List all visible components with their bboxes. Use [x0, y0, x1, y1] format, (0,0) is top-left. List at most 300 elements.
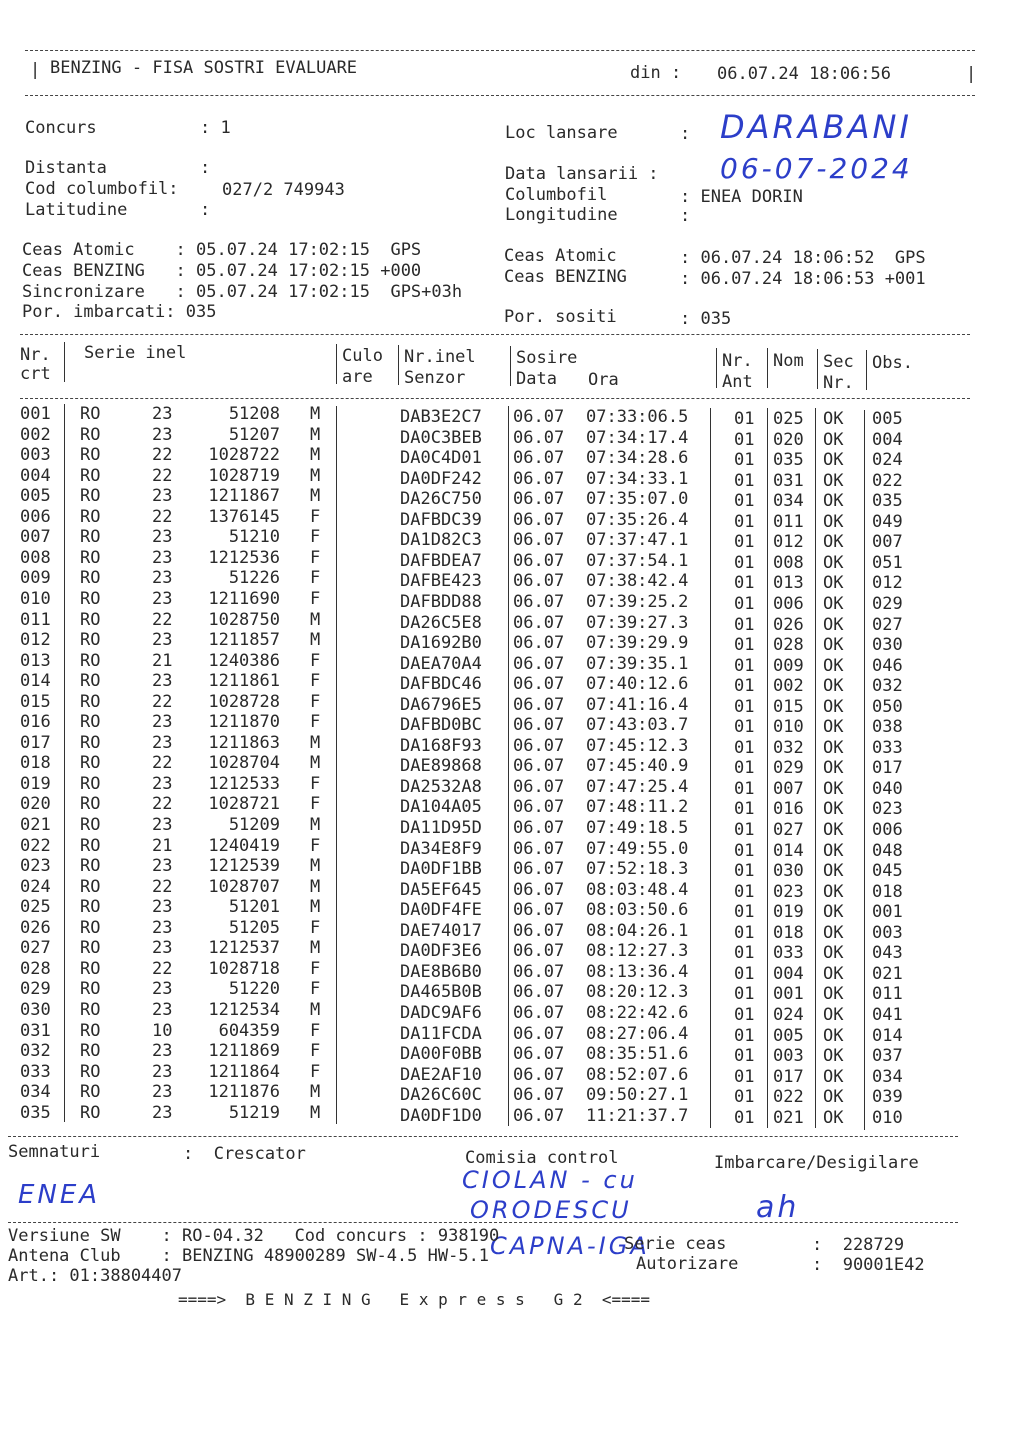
cell-ring: 1028719 [208, 465, 280, 486]
cell-nom: 015 [773, 696, 804, 717]
cell-sec: OK [823, 840, 844, 861]
body-div-3 [508, 406, 509, 1126]
cell-nom: 010 [773, 717, 804, 738]
cell-senzor: DA0DF1D0 [400, 1105, 482, 1126]
cell-sex: M [310, 732, 321, 753]
cell-date: 06.07 [513, 1044, 565, 1065]
cell-ant: 01 [734, 840, 755, 861]
cell-ant: 01 [734, 820, 755, 840]
cell-date: 06.07 [513, 1085, 565, 1106]
cell-senzor: DAB3E2C7 [400, 407, 482, 427]
ceas-atomic-end-value: : 06.07.24 18:06:52 GPS [680, 248, 926, 268]
latitudine-label: Latitudine [25, 200, 128, 220]
cell-ant: 01 [734, 881, 755, 902]
cell-nom: 017 [773, 1066, 804, 1087]
cell-obs: 033 [872, 737, 903, 758]
cell-time: 08:03:48.4 [586, 879, 689, 900]
cell-sex: F [310, 1061, 321, 1082]
cell-time: 07:37:47.1 [586, 530, 689, 551]
cell-nom: 032 [773, 737, 804, 758]
cell-sec: OK [823, 511, 844, 532]
cell-nom: 009 [773, 655, 804, 676]
cell-year: 22 [152, 445, 173, 466]
cell-time: 08:03:50.6 [586, 900, 689, 921]
cell-date: 06.07 [513, 612, 565, 633]
antena-club: Antena Club : BENZING 48900289 SW-4.5 HW-5.1 [8, 1246, 490, 1266]
cell-ring: 1212533 [208, 773, 280, 794]
cell-ant: 01 [734, 861, 755, 882]
cell-sec: OK [823, 1087, 844, 1108]
cell-time: 07:34:17.4 [586, 427, 689, 448]
cell-senzor: DAFBDD88 [400, 591, 482, 612]
cell-obs: 018 [872, 881, 903, 902]
cell-nr: 015 [20, 691, 51, 712]
cell-date: 06.07 [513, 859, 565, 880]
cell-ring: 1028728 [208, 691, 280, 712]
cell-nr: 001 [20, 404, 51, 424]
date-label: din : [630, 63, 682, 83]
cell-ring: 1212539 [208, 856, 280, 877]
cell-year: 23 [152, 773, 173, 794]
cell-nr: 007 [20, 527, 51, 548]
cell-ant: 01 [734, 1087, 755, 1108]
cell-country: RO [80, 1082, 101, 1103]
cell-obs: 034 [872, 1066, 903, 1087]
cell-senzor: DA11D95D [400, 818, 482, 838]
cell-nom: 003 [773, 1046, 804, 1067]
cell-date: 06.07 [513, 838, 565, 859]
cell-ring: 51219 [228, 1102, 280, 1123]
cell-senzor: DA26C5E8 [400, 612, 482, 633]
cell-sex: M [310, 1102, 321, 1123]
cell-date: 06.07 [513, 509, 565, 530]
cell-date: 06.07 [513, 633, 565, 654]
cod-columbofil-label: Cod columbofil: [25, 179, 179, 199]
cell-year: 22 [152, 506, 173, 527]
cell-nom: 016 [773, 799, 804, 820]
cell-nom: 022 [773, 1087, 804, 1108]
cell-sex: F [310, 506, 321, 527]
cell-ring: 1028718 [208, 958, 280, 979]
cell-ant: 01 [734, 450, 755, 471]
cell-nr: 029 [20, 979, 51, 1000]
cell-nr: 032 [20, 1041, 51, 1062]
cell-ring: 51205 [228, 917, 280, 938]
cell-ring: 1028721 [208, 794, 280, 815]
imbarcare-label: Imbarcare/Desigilare [714, 1153, 919, 1173]
cell-nr: 002 [20, 424, 51, 445]
cell-time: 07:35:26.4 [586, 509, 689, 530]
cell-nom: 034 [773, 491, 804, 512]
cell-date: 06.07 [513, 735, 565, 756]
cell-ant: 01 [734, 717, 755, 738]
hdr-div-2 [336, 344, 337, 384]
cell-sex: M [310, 404, 321, 424]
cell-nom: 019 [773, 902, 804, 923]
cell-ant: 01 [734, 737, 755, 758]
cell-country: RO [80, 1041, 101, 1062]
cell-ring: 1211864 [208, 1061, 280, 1082]
cell-date: 06.07 [513, 550, 565, 571]
hdr-div-3 [398, 345, 399, 385]
cell-ant: 01 [734, 1066, 755, 1087]
comisia-label: Comisia control [465, 1148, 619, 1168]
cell-country: RO [80, 979, 101, 1000]
cell-time: 09:50:27.1 [586, 1085, 689, 1106]
cell-ant: 01 [734, 676, 755, 697]
cell-ant: 01 [734, 1046, 755, 1067]
cell-time: 07:45:12.3 [586, 735, 689, 756]
col-obs-h: Obs. [872, 353, 913, 373]
cell-time: 07:45:40.9 [586, 756, 689, 777]
cell-sex: F [310, 671, 321, 692]
cell-time: 07:48:11.2 [586, 797, 689, 818]
cell-year: 21 [152, 650, 173, 671]
cell-ant: 01 [734, 943, 755, 964]
cell-ant: 01 [734, 532, 755, 553]
cell-nr: 003 [20, 445, 51, 466]
cell-date: 06.07 [513, 653, 565, 674]
cell-nr: 019 [20, 773, 51, 794]
ceas-benzing-end-label: Ceas BENZING [504, 267, 627, 287]
cell-ring: 1211870 [208, 712, 280, 733]
cell-sex: M [310, 1082, 321, 1103]
table-top-rule [20, 334, 970, 335]
cell-ring: 1240419 [208, 835, 280, 856]
cell-time: 08:35:51.6 [586, 1044, 689, 1065]
cell-sex: F [310, 568, 321, 589]
cell-ring: 1211869 [208, 1041, 280, 1062]
cell-nom: 005 [773, 1025, 804, 1046]
cell-sec: OK [823, 573, 844, 594]
cell-time: 11:21:37.7 [586, 1105, 689, 1126]
cell-obs: 045 [872, 861, 903, 882]
hdr-div-4 [510, 346, 511, 386]
cell-nom: 023 [773, 881, 804, 902]
crescator-label: : Crescator [183, 1144, 306, 1164]
cell-country: RO [80, 445, 101, 466]
cell-senzor: DA11FCDA [400, 1023, 482, 1044]
cell-nr: 035 [20, 1102, 51, 1123]
cell-ring: 51220 [228, 979, 280, 1000]
cell-year: 23 [152, 486, 173, 507]
cell-nr: 020 [20, 794, 51, 815]
footer-top-rule [8, 1222, 958, 1223]
cell-sec: OK [823, 676, 844, 697]
cell-date: 06.07 [513, 1105, 565, 1126]
cell-time: 08:22:42.6 [586, 1002, 689, 1023]
cell-ring: 51210 [228, 527, 280, 548]
cell-nr: 010 [20, 588, 51, 609]
cell-sec: OK [823, 429, 844, 450]
cell-senzor: DA26C60C [400, 1085, 482, 1106]
cell-year: 22 [152, 876, 173, 897]
cell-sex: M [310, 753, 321, 774]
cell-sec: OK [823, 655, 844, 676]
cell-year: 23 [152, 588, 173, 609]
cell-nom: 008 [773, 552, 804, 573]
cell-senzor: DAFBDC46 [400, 674, 482, 695]
cell-ant: 01 [734, 758, 755, 779]
cell-nom: 002 [773, 676, 804, 697]
cell-obs: 035 [872, 491, 903, 512]
cell-sex: M [310, 938, 321, 959]
porumbei-sositi-label: Por. sositi [504, 307, 617, 327]
cell-year: 22 [152, 794, 173, 815]
cell-country: RO [80, 815, 101, 835]
cell-nr: 013 [20, 650, 51, 671]
cell-country: RO [80, 671, 101, 692]
cell-date: 06.07 [513, 982, 565, 1003]
cell-ring: 51201 [228, 897, 280, 918]
cell-ant: 01 [734, 1004, 755, 1025]
cell-senzor: DAE2AF10 [400, 1064, 482, 1085]
cell-nr: 021 [20, 815, 51, 835]
cell-obs: 037 [872, 1046, 903, 1067]
ceas-atomic-start: Ceas Atomic : 05.07.24 17:02:15 GPS [22, 240, 422, 260]
cell-obs: 022 [872, 470, 903, 491]
cell-country: RO [80, 897, 101, 918]
cell-country: RO [80, 958, 101, 979]
col-inel-h2: Senzor [404, 368, 466, 388]
cell-senzor: DAEA70A4 [400, 653, 482, 674]
body-div-1 [64, 404, 65, 1122]
cell-nr: 030 [20, 999, 51, 1020]
cell-senzor: DAFBDC39 [400, 509, 482, 530]
cell-time: 07:33:06.5 [586, 407, 689, 427]
cell-country: RO [80, 794, 101, 815]
cell-nom: 035 [773, 450, 804, 471]
signature-initials: ah [756, 1190, 800, 1225]
cell-obs: 024 [872, 450, 903, 471]
cell-year: 10 [152, 1020, 173, 1041]
cell-ant: 01 [734, 614, 755, 635]
cell-ant: 01 [734, 922, 755, 943]
cell-ant: 01 [734, 963, 755, 984]
cell-nr: 008 [20, 547, 51, 568]
cell-nom: 014 [773, 840, 804, 861]
cell-obs: 043 [872, 943, 903, 964]
data-lansarii-handwritten: 06-07-2024 [720, 152, 913, 185]
cell-date: 06.07 [513, 818, 565, 838]
cell-ring: 1211876 [208, 1082, 280, 1103]
cell-country: RO [80, 527, 101, 548]
cell-sex: F [310, 773, 321, 794]
cell-sec: OK [823, 984, 844, 1005]
cell-year: 23 [152, 979, 173, 1000]
data-lansarii-label: Data lansarii : [505, 164, 659, 184]
serie-ceas-label: Serie ceas [624, 1234, 727, 1254]
cell-sex: F [310, 547, 321, 568]
cell-sec: OK [823, 409, 844, 429]
cell-nr: 018 [20, 753, 51, 774]
columbofil-label: Columbofil [505, 185, 608, 205]
cell-date: 06.07 [513, 900, 565, 921]
cell-sex: F [310, 794, 321, 815]
cell-time: 07:39:29.9 [586, 633, 689, 654]
cell-obs: 004 [872, 429, 903, 450]
cell-year: 22 [152, 609, 173, 630]
cell-year: 23 [152, 897, 173, 918]
cell-obs: 017 [872, 758, 903, 779]
cell-ring: 604359 [218, 1020, 280, 1041]
body-div-2 [336, 406, 337, 1124]
cell-year: 22 [152, 958, 173, 979]
cell-sex: F [310, 917, 321, 938]
cell-obs: 010 [872, 1107, 903, 1128]
cell-year: 23 [152, 424, 173, 445]
col-nr-h2: crt [20, 364, 51, 384]
versiune-sw: Versiune SW : RO-04.32 Cod concurs : 938190 [8, 1226, 500, 1246]
cell-country: RO [80, 486, 101, 507]
cell-time: 07:49:55.0 [586, 838, 689, 859]
ceas-benzing-start: Ceas BENZING : 05.07.24 17:02:15 +000 [22, 261, 422, 281]
cell-date: 06.07 [513, 1064, 565, 1085]
cell-country: RO [80, 753, 101, 774]
cell-time: 07:43:03.7 [586, 715, 689, 736]
cell-nom: 028 [773, 635, 804, 656]
col-culoare-h2: are [342, 367, 373, 387]
sincronizare: Sincronizare : 05.07.24 17:02:15 GPS+03h [22, 282, 463, 302]
cell-nom: 007 [773, 778, 804, 799]
porumbei-imbarcati: Por. imbarcati: 035 [22, 302, 217, 322]
col-serie-h: Serie inel [84, 343, 187, 363]
cell-ant: 01 [734, 429, 755, 450]
cell-date: 06.07 [513, 427, 565, 448]
cell-sex: M [310, 609, 321, 630]
cell-ant: 01 [734, 655, 755, 676]
cell-ring: 1028722 [208, 445, 280, 466]
page-title: BENZING - FISA SOSTRI EVALUARE [50, 58, 358, 78]
cell-senzor: DA104A05 [400, 797, 482, 818]
signature-commission-1: CIOLAN - cu [462, 1166, 638, 1194]
cell-senzor: DAFBE423 [400, 571, 482, 592]
cell-nr: 006 [20, 506, 51, 527]
cell-nom: 011 [773, 511, 804, 532]
cell-sec: OK [823, 922, 844, 943]
cell-sec: OK [823, 1107, 844, 1128]
cell-senzor: DA465B0B [400, 982, 482, 1003]
cell-time: 07:39:27.3 [586, 612, 689, 633]
cell-year: 23 [152, 404, 173, 424]
top-rule [25, 50, 975, 51]
cell-date: 06.07 [513, 941, 565, 962]
cell-senzor: DA5EF645 [400, 879, 482, 900]
concurs-value: : 1 [200, 118, 231, 138]
cell-ring: 51209 [228, 815, 280, 835]
cell-senzor: DAE74017 [400, 920, 482, 941]
hdr-div-8 [866, 350, 867, 390]
cell-ring: 1240386 [208, 650, 280, 671]
cell-ant: 01 [734, 593, 755, 614]
porumbei-sositi-value: : 035 [680, 309, 732, 329]
col-data-h: Data [516, 369, 557, 389]
cell-senzor: DA0DF3E6 [400, 941, 482, 962]
cell-sex: F [310, 691, 321, 712]
cell-time: 07:37:54.1 [586, 550, 689, 571]
cell-nr: 027 [20, 938, 51, 959]
cell-country: RO [80, 404, 101, 424]
cell-year: 21 [152, 835, 173, 856]
signature-enea: ENEA [18, 1180, 101, 1210]
cell-nom: 027 [773, 820, 804, 840]
serie-ceas-value: : 228729 [812, 1235, 905, 1255]
cell-sec: OK [823, 532, 844, 553]
cell-country: RO [80, 650, 101, 671]
cell-time: 07:39:35.1 [586, 653, 689, 674]
semnaturi-label: Semnaturi [8, 1142, 101, 1162]
concurs-label: Concurs [25, 118, 97, 138]
cell-sec: OK [823, 470, 844, 491]
cell-sec: OK [823, 1004, 844, 1025]
body-div-6 [815, 408, 816, 1128]
columbofil-value: : ENEA DORIN [680, 187, 803, 207]
cell-obs: 040 [872, 778, 903, 799]
col-sosire-h: Sosire [516, 348, 578, 368]
cell-country: RO [80, 1020, 101, 1041]
cell-year: 22 [152, 691, 173, 712]
cell-obs: 011 [872, 984, 903, 1005]
cell-country: RO [80, 630, 101, 651]
cell-obs: 007 [872, 532, 903, 553]
cell-obs: 014 [872, 1025, 903, 1046]
body-div-4 [710, 408, 711, 1128]
cell-ring: 1376145 [208, 506, 280, 527]
hdr-div-1 [64, 342, 65, 382]
cell-country: RO [80, 506, 101, 527]
cell-ring: 51226 [228, 568, 280, 589]
cell-obs: 030 [872, 635, 903, 656]
cell-nom: 033 [773, 943, 804, 964]
cell-nr: 023 [20, 856, 51, 877]
latitudine-value: : [200, 200, 211, 220]
cell-ant: 01 [734, 696, 755, 717]
print-datetime: 06.07.24 18:06:56 [717, 64, 891, 84]
loc-lansare-label: Loc lansare [505, 123, 618, 143]
cell-senzor: DA0DF1BB [400, 859, 482, 880]
cell-time: 08:12:27.3 [586, 941, 689, 962]
longitudine-value: : [680, 206, 691, 226]
cell-sex: F [310, 958, 321, 979]
cell-nom: 025 [773, 409, 804, 429]
cell-sec: OK [823, 963, 844, 984]
cell-sex: F [310, 1041, 321, 1062]
cell-nom: 013 [773, 573, 804, 594]
cell-date: 06.07 [513, 591, 565, 612]
cell-ring: 1212536 [208, 547, 280, 568]
autorizare-value: : 90001E42 [812, 1255, 925, 1275]
cell-time: 07:38:42.4 [586, 571, 689, 592]
cell-country: RO [80, 712, 101, 733]
cell-sex: M [310, 815, 321, 835]
cell-year: 22 [152, 465, 173, 486]
cell-obs: 046 [872, 655, 903, 676]
cell-time: 07:34:33.1 [586, 468, 689, 489]
col-ant-h2: Ant [722, 372, 753, 392]
cell-sec: OK [823, 1066, 844, 1087]
cell-country: RO [80, 856, 101, 877]
cell-ring: 1028707 [208, 876, 280, 897]
cell-country: RO [80, 424, 101, 445]
signature-commission-2: ORODESCU [470, 1196, 632, 1224]
cell-date: 06.07 [513, 1023, 565, 1044]
cell-date: 06.07 [513, 776, 565, 797]
cell-sec: OK [823, 799, 844, 820]
cell-year: 23 [152, 1102, 173, 1123]
cell-year: 23 [152, 999, 173, 1020]
header-right-bar: | [966, 64, 977, 84]
cell-time: 07:41:16.4 [586, 694, 689, 715]
